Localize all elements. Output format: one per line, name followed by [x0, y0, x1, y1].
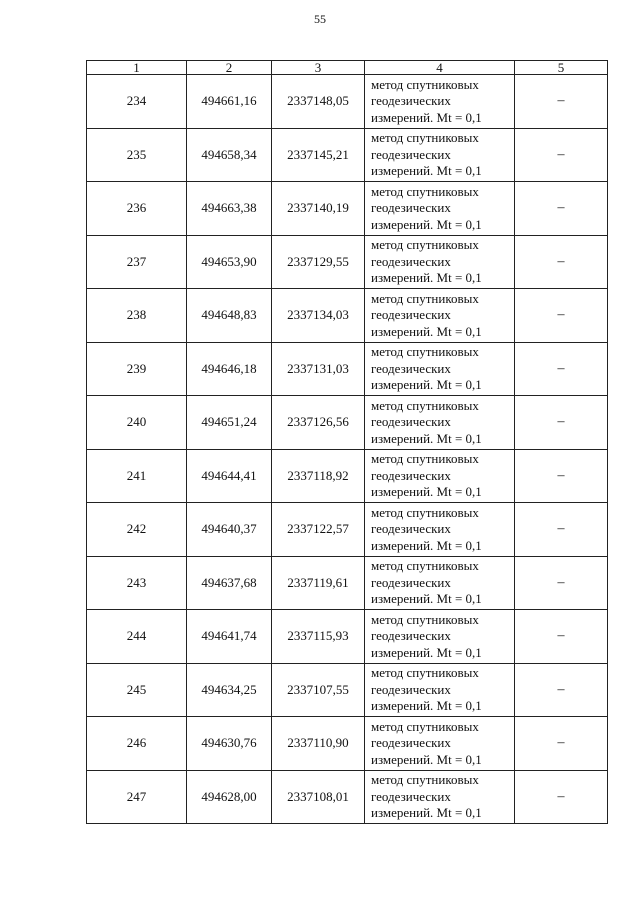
method-line: геодезических — [371, 467, 451, 483]
method-line: метод спутниковых — [371, 451, 479, 466]
method-line: измерений. Mt = 0,1 — [371, 751, 482, 767]
method-line: измерений. Mt = 0,1 — [371, 537, 482, 553]
y-coordinate-cell: 2337148,05 — [272, 75, 365, 129]
note-cell: – — [515, 770, 608, 824]
point-number-cell: 247 — [87, 770, 187, 824]
method-line: метод спутниковых — [371, 290, 479, 306]
header-col-4: 4 — [365, 61, 515, 75]
point-number-cell: 246 — [87, 717, 187, 771]
y-coordinate-cell: 2337119,61 — [272, 556, 365, 610]
x-coordinate-cell: 494658,34 — [187, 128, 272, 182]
y-coordinate-cell: 2337134,03 — [272, 289, 365, 343]
table-row — [87, 342, 608, 396]
y-coordinate-cell: 2337140,19 — [272, 182, 365, 236]
method-line: метод спутниковых — [371, 504, 479, 520]
method-line: измерений. Mt = 0,1 — [371, 377, 482, 392]
x-coordinate-cell: 494641,74 — [187, 610, 272, 664]
x-coordinate-cell: 494648,83 — [187, 289, 272, 343]
header-col-3: 3 — [272, 61, 365, 75]
x-coordinate-cell: 494628,00 — [187, 770, 272, 824]
page-number: 55 — [314, 12, 326, 26]
method-cell — [365, 610, 515, 664]
y-coordinate-cell: 2337129,55 — [272, 235, 365, 289]
point-number-cell: 237 — [87, 235, 187, 289]
method-line: метод спутниковых — [371, 772, 479, 787]
method-cell — [365, 128, 515, 182]
method-line: метод спутниковых — [371, 397, 479, 413]
method-line: измерений. Mt = 0,1 — [371, 323, 482, 339]
x-coordinate-cell: 494651,24 — [187, 396, 272, 450]
x-coordinate-cell: 494637,68 — [187, 556, 272, 610]
method-line: метод спутниковых — [371, 344, 479, 359]
method-line: метод спутниковых — [371, 130, 479, 145]
method-cell — [365, 503, 515, 557]
point-number-cell: 244 — [87, 610, 187, 664]
method-line: геодезических — [371, 146, 451, 162]
method-line: измерений. Mt = 0,1 — [371, 805, 482, 820]
method-line: геодезических — [371, 788, 451, 804]
x-coordinate-cell: 494630,76 — [187, 717, 272, 771]
x-coordinate-cell: 494653,90 — [187, 235, 272, 289]
table-row — [87, 182, 608, 236]
method-line: геодезических — [371, 681, 451, 697]
note-cell: – — [515, 717, 608, 771]
table-row — [87, 128, 608, 182]
method-line: измерений. Mt = 0,1 — [371, 430, 482, 446]
method-cell — [365, 182, 515, 236]
method-cell — [365, 770, 515, 824]
y-coordinate-cell: 2337107,55 — [272, 663, 365, 717]
x-coordinate-cell: 494644,41 — [187, 449, 272, 503]
y-coordinate-cell: 2337118,92 — [272, 449, 365, 503]
x-coordinate-cell: 494661,16 — [187, 75, 272, 129]
note-cell: – — [515, 396, 608, 450]
table-row — [87, 556, 608, 610]
note-cell: – — [515, 610, 608, 664]
table-row — [87, 663, 608, 717]
method-line: геодезических — [371, 414, 451, 429]
method-line: измерений. Mt = 0,1 — [371, 270, 482, 285]
point-number-cell: 242 — [87, 503, 187, 557]
method-line: измерений. Mt = 0,1 — [371, 591, 482, 606]
header-col-5: 5 — [515, 61, 608, 75]
point-number-cell: 240 — [87, 396, 187, 450]
method-line: геодезических — [371, 93, 451, 108]
note-cell: – — [515, 556, 608, 610]
y-coordinate-cell: 2337122,57 — [272, 503, 365, 557]
x-coordinate-cell: 494634,25 — [187, 663, 272, 717]
table-row — [87, 717, 608, 771]
method-line: измерений. Mt = 0,1 — [371, 163, 482, 178]
method-line: измерений. Mt = 0,1 — [371, 484, 482, 499]
point-number-cell: 236 — [87, 182, 187, 236]
y-coordinate-cell: 2337108,01 — [272, 770, 365, 824]
method-line: метод спутниковых — [371, 558, 479, 573]
note-cell: – — [515, 449, 608, 503]
x-coordinate-cell: 494663,38 — [187, 182, 272, 236]
method-line: геодезических — [371, 360, 451, 376]
method-line: метод спутниковых — [371, 183, 479, 199]
method-cell — [365, 396, 515, 450]
table-row — [87, 235, 608, 289]
method-line: геодезических — [371, 521, 451, 536]
table-row — [87, 770, 608, 824]
method-line: измерений. Mt = 0,1 — [371, 216, 482, 232]
header-col-1: 1 — [87, 61, 187, 75]
x-coordinate-cell: 494640,37 — [187, 503, 272, 557]
table-row — [87, 503, 608, 557]
method-line: метод спутниковых — [371, 718, 479, 734]
note-cell: – — [515, 663, 608, 717]
method-cell — [365, 289, 515, 343]
header-row — [87, 61, 608, 75]
method-line: метод спутниковых — [371, 611, 479, 627]
method-cell — [365, 235, 515, 289]
y-coordinate-cell: 2337126,56 — [272, 396, 365, 450]
table-row — [87, 75, 608, 129]
method-line: метод спутниковых — [371, 665, 479, 680]
method-line: геодезических — [371, 307, 451, 322]
method-line: геодезических — [371, 574, 451, 590]
header-col-2: 2 — [187, 61, 272, 75]
method-line: метод спутниковых — [371, 237, 479, 252]
point-number-cell: 243 — [87, 556, 187, 610]
method-line: геодезических — [371, 628, 451, 643]
point-number-cell: 235 — [87, 128, 187, 182]
table-row — [87, 449, 608, 503]
point-number-cell: 234 — [87, 75, 187, 129]
note-cell: – — [515, 235, 608, 289]
method-cell — [365, 449, 515, 503]
table-row — [87, 610, 608, 664]
y-coordinate-cell: 2337145,21 — [272, 128, 365, 182]
y-coordinate-cell: 2337115,93 — [272, 610, 365, 664]
method-line: измерений. Mt = 0,1 — [371, 644, 482, 660]
point-number-cell: 238 — [87, 289, 187, 343]
note-cell: – — [515, 289, 608, 343]
note-cell: – — [515, 128, 608, 182]
method-line: метод спутниковых — [371, 76, 479, 92]
x-coordinate-cell: 494646,18 — [187, 342, 272, 396]
method-cell — [365, 717, 515, 771]
y-coordinate-cell: 2337110,90 — [272, 717, 365, 771]
method-line: измерений. Mt = 0,1 — [371, 698, 482, 713]
point-number-cell: 239 — [87, 342, 187, 396]
method-cell — [365, 663, 515, 717]
note-cell: – — [515, 182, 608, 236]
y-coordinate-cell: 2337131,03 — [272, 342, 365, 396]
note-cell: – — [515, 503, 608, 557]
note-cell: – — [515, 75, 608, 129]
table-row — [87, 289, 608, 343]
coordinates-table — [86, 60, 608, 824]
note-cell: – — [515, 342, 608, 396]
point-number-cell: 241 — [87, 449, 187, 503]
method-cell — [365, 556, 515, 610]
table-row — [87, 396, 608, 450]
point-number-cell: 245 — [87, 663, 187, 717]
method-line: геодезических — [371, 200, 451, 215]
method-line: геодезических — [371, 253, 451, 269]
method-cell — [365, 342, 515, 396]
method-cell — [365, 75, 515, 129]
method-line: измерений. Mt = 0,1 — [371, 109, 482, 125]
method-line: геодезических — [371, 735, 451, 750]
